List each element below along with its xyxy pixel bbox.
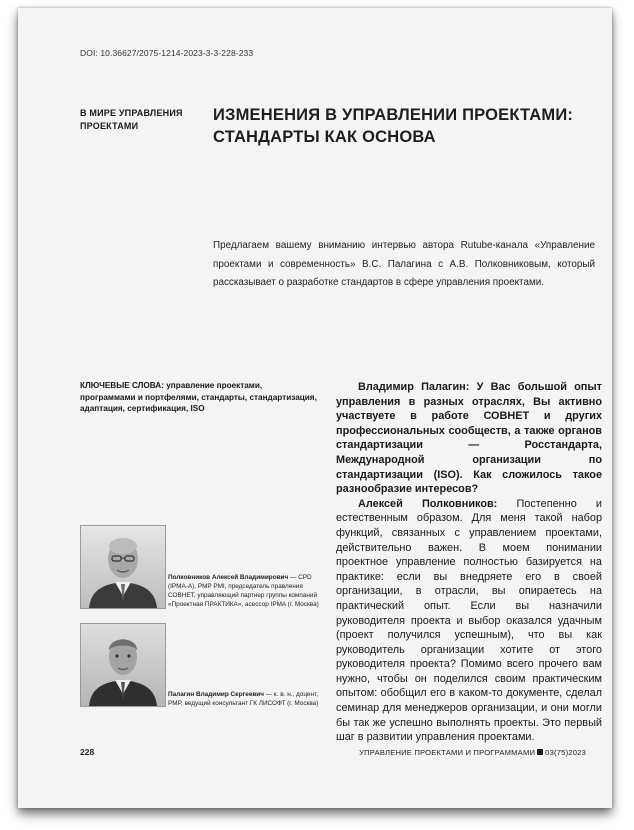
page-number: 228 <box>80 747 95 757</box>
keywords-block <box>80 380 318 415</box>
author-caption-palagin <box>168 690 320 708</box>
journal-name: УПРАВЛЕНИЕ ПРОЕКТАМИ И ПРОГРАММАМИ <box>359 748 536 757</box>
interview-question <box>336 380 602 497</box>
article-title: ИЗМЕНЕНИЯ В УПРАВЛЕНИИ ПРОЕКТАМИ: СТАНДАРТЫ КАК ОСНОВА <box>213 106 574 146</box>
keywords-label: КЛЮЧЕВЫЕ СЛОВА: <box>80 381 164 390</box>
author-photo-polkovnikov <box>80 525 166 609</box>
answer-speaker: Алексей Полковников: <box>358 497 498 510</box>
interview-body <box>336 380 602 745</box>
author-name: Полковников Алексей Владимирович <box>168 574 289 581</box>
author-photo-palagin <box>80 623 166 707</box>
journal-page <box>18 8 612 808</box>
author-name: Палагин Владимир Сергеевич <box>168 691 264 698</box>
question-text: У Вас большой опыт управления в разных отраслях, Вы активно участвуете в работе СОВНЕТ и других профессиональных сообществ, а также органов стандартизации — Росстандарта, Международной организации по стандартизации (ISO). Как сложилось такое разнообразие интересов? <box>336 381 602 496</box>
question-speaker: Владимир Палагин: <box>358 381 470 393</box>
keywords-text: управление проектами, программами и портфелями, стандарты, стандартизация, адаптация, сертификация, ISO <box>80 381 317 413</box>
journal-running-footer <box>359 748 586 757</box>
author-details: — CPD (IPMA-A), PMP PMI, председатель правления СОВНЕТ, управляющий партнер группы компаний «Проектная ПРАКТИКА», асессор IPMA (г. Москва) <box>168 574 319 608</box>
interview-answer <box>336 497 602 745</box>
section-rubric: В МИРЕ УПРАВЛЕНИЯ ПРОЕКТАМИ <box>80 108 183 131</box>
doi-line: DOI: 10.36627/2075-1214-2023-3-3-228-233 <box>80 48 254 58</box>
journal-issue: 03(75)2023 <box>545 748 586 757</box>
square-separator-icon <box>537 749 543 755</box>
author-details: — к. в. н., доцент, PMP, ведущий консультант ГК ЛИСОФТ (г. Москва) <box>168 691 319 707</box>
article-lead: Предлагаем вашему вниманию интервью автора Rutube-канала «Управление проектами и современность» В.С. Палагина с А.В. Полковниковым, который рассказывает о разработке стандартов в сфере управления проектами. <box>213 240 595 288</box>
author-caption-polkovnikov <box>168 573 320 609</box>
answer-text: Постепенно и естественным образом. Для меня такой набор функций, связанных с управлением проектами, действительно важен. В моем понимании проектное управление полностью базируется на практике: если вы внедряете его в своей организации, в отрасли, вы опираетесь на практический опыт. Если вы назначили руководителя проекта и выбор оказался удачным (проект получился успешным), что вы как руководитель организации хотите от этого руководителя проекта? Помимо всего прочего вам нужно, чтобы он поделился своим практическим опытом: обобщил его в каком-то документе, сделал семинар для менеджеров организации, и они могли бы так же успешно выполнять проекты. Это первый шаг в развитии управления проектами. <box>336 497 602 744</box>
